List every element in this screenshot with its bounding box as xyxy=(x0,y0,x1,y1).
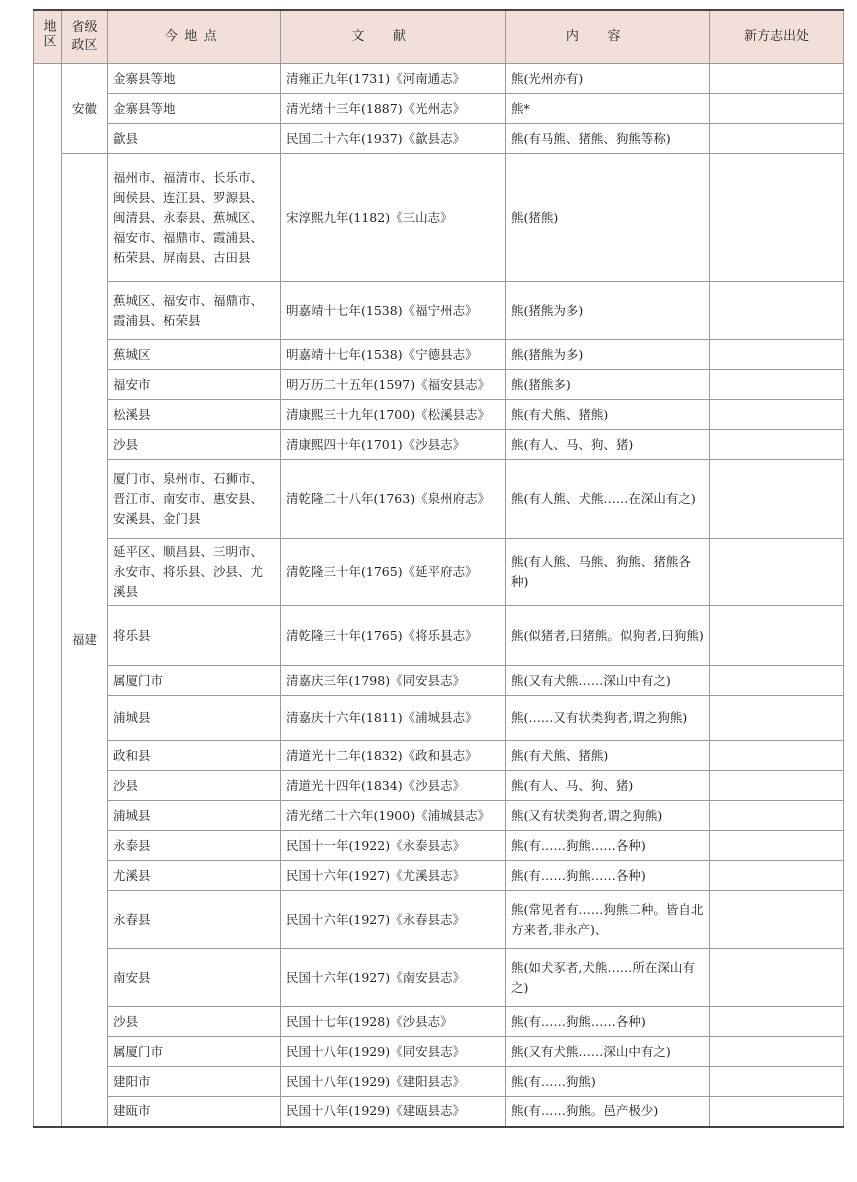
source-cell: 明嘉靖十七年(1538)《福宁州志》 xyxy=(281,282,506,340)
header-source: 文献 xyxy=(281,10,506,64)
source-cell: 清道光十二年(1832)《政和县志》 xyxy=(281,741,506,771)
new-gazetteer-cell xyxy=(710,64,844,94)
source-cell: 民国十六年(1927)《尤溪县志》 xyxy=(281,861,506,891)
table-row xyxy=(34,460,844,539)
table-row xyxy=(34,282,844,340)
new-gazetteer-cell xyxy=(710,891,844,949)
new-gazetteer-cell xyxy=(710,949,844,1007)
content-cell: 熊(有……狗熊) xyxy=(506,1067,710,1097)
content-cell: 熊(有犬熊、猪熊) xyxy=(506,400,710,430)
table-row xyxy=(34,1067,844,1097)
new-gazetteer-cell xyxy=(710,741,844,771)
place-cell: 沙县 xyxy=(108,1007,281,1037)
table-row xyxy=(34,831,844,861)
place-cell: 南安县 xyxy=(108,949,281,1007)
header-new-gazetteer: 新方志出处 xyxy=(710,10,844,64)
place-cell: 将乐县 xyxy=(108,606,281,666)
place-cell: 金寨县等地 xyxy=(108,64,281,94)
place-cell: 延平区、顺昌县、三明市、永安市、将乐县、沙县、尤溪县 xyxy=(108,539,281,606)
source-cell: 清康熙四十年(1701)《沙县志》 xyxy=(281,430,506,460)
content-cell: 熊(常见者有……狗熊二种。皆自北方来者,非永产)、 xyxy=(506,891,710,949)
content-cell: 熊(猪熊为多) xyxy=(506,282,710,340)
source-cell: 清道光十四年(1834)《沙县志》 xyxy=(281,771,506,801)
new-gazetteer-cell xyxy=(710,370,844,400)
new-gazetteer-cell xyxy=(710,430,844,460)
header-province: 省级 政区 xyxy=(62,10,108,64)
source-cell: 清乾隆三十年(1765)《将乐县志》 xyxy=(281,606,506,666)
place-cell: 政和县 xyxy=(108,741,281,771)
table-row xyxy=(34,1097,844,1127)
table-row xyxy=(34,861,844,891)
source-cell: 民国二十六年(1937)《歙县志》 xyxy=(281,124,506,154)
new-gazetteer-cell xyxy=(710,696,844,741)
content-cell: 熊(有……狗熊……各种) xyxy=(506,1007,710,1037)
header-row xyxy=(34,10,844,64)
content-cell: 熊(猪熊为多) xyxy=(506,340,710,370)
new-gazetteer-cell xyxy=(710,1097,844,1127)
place-cell: 浦城县 xyxy=(108,801,281,831)
place-cell: 蕉城区 xyxy=(108,340,281,370)
region-cell xyxy=(34,64,62,1127)
content-cell: 熊(有……狗熊。邑产极少) xyxy=(506,1097,710,1127)
new-gazetteer-cell xyxy=(710,400,844,430)
province-cell: 福建 xyxy=(62,154,108,1127)
content-cell: 熊(有马熊、猪熊、狗熊等称) xyxy=(506,124,710,154)
content-cell: 熊(又有犬熊……深山中有之) xyxy=(506,666,710,696)
new-gazetteer-cell xyxy=(710,1007,844,1037)
content-cell: 熊(有……狗熊……各种) xyxy=(506,861,710,891)
new-gazetteer-cell xyxy=(710,282,844,340)
new-gazetteer-cell xyxy=(710,340,844,370)
place-cell: 厦门市、泉州市、石狮市、晋江市、南安市、惠安县、安溪县、金门县 xyxy=(108,460,281,539)
content-cell: 熊(有人熊、马熊、狗熊、猪熊各种) xyxy=(506,539,710,606)
content-cell: 熊* xyxy=(506,94,710,124)
table-row xyxy=(34,771,844,801)
place-cell: 尤溪县 xyxy=(108,861,281,891)
new-gazetteer-cell xyxy=(710,460,844,539)
header-place: 今地点 xyxy=(108,10,281,64)
source-cell: 民国十八年(1929)《建瓯县志》 xyxy=(281,1097,506,1127)
source-cell: 清嘉庆十六年(1811)《浦城县志》 xyxy=(281,696,506,741)
place-cell: 建阳市 xyxy=(108,1067,281,1097)
source-cell: 民国十六年(1927)《南安县志》 xyxy=(281,949,506,1007)
place-cell: 属厦门市 xyxy=(108,1037,281,1067)
table-row xyxy=(34,801,844,831)
source-cell: 清嘉庆三年(1798)《同安县志》 xyxy=(281,666,506,696)
table-row xyxy=(34,1037,844,1067)
table-row xyxy=(34,94,844,124)
source-cell: 清雍正九年(1731)《河南通志》 xyxy=(281,64,506,94)
source-cell: 民国十七年(1928)《沙县志》 xyxy=(281,1007,506,1037)
place-cell: 蕉城区、福安市、福鼎市、霞浦县、柘荣县 xyxy=(108,282,281,340)
table-body xyxy=(34,64,844,1127)
content-cell: 熊(有人、马、狗、猪) xyxy=(506,430,710,460)
table-row xyxy=(34,606,844,666)
source-cell: 宋淳熙九年(1182)《三山志》 xyxy=(281,154,506,282)
content-cell: 熊(有犬熊、猪熊) xyxy=(506,741,710,771)
table-row xyxy=(34,1007,844,1037)
source-cell: 清光绪十三年(1887)《光州志》 xyxy=(281,94,506,124)
new-gazetteer-cell xyxy=(710,1037,844,1067)
new-gazetteer-cell xyxy=(710,801,844,831)
content-cell: 熊(似猪者,曰猪熊。似狗者,曰狗熊) xyxy=(506,606,710,666)
table-row xyxy=(34,430,844,460)
place-cell: 歙县 xyxy=(108,124,281,154)
new-gazetteer-cell xyxy=(710,861,844,891)
content-cell: 熊(有人、马、狗、猪) xyxy=(506,771,710,801)
source-cell: 清康熙三十九年(1700)《松溪县志》 xyxy=(281,400,506,430)
place-cell: 福州市、福清市、长乐市、闽侯县、连江县、罗源县、闽清县、永泰县、蕉城区、福安市、福鼎市、霞浦县、柘荣县、屏南县、古田县 xyxy=(108,154,281,282)
new-gazetteer-cell xyxy=(710,539,844,606)
place-cell: 金寨县等地 xyxy=(108,94,281,124)
new-gazetteer-cell xyxy=(710,124,844,154)
table-row xyxy=(34,696,844,741)
table-row xyxy=(34,539,844,606)
place-cell: 沙县 xyxy=(108,771,281,801)
content-cell: 熊(猪熊多) xyxy=(506,370,710,400)
place-cell: 属厦门市 xyxy=(108,666,281,696)
content-cell: 熊(有人熊、犬熊……在深山有之) xyxy=(506,460,710,539)
new-gazetteer-cell xyxy=(710,154,844,282)
table-row xyxy=(34,370,844,400)
header-content: 内容 xyxy=(506,10,710,64)
source-cell: 民国十八年(1929)《建阳县志》 xyxy=(281,1067,506,1097)
content-cell: 熊(如犬豕者,犬熊……所在深山有之) xyxy=(506,949,710,1007)
source-cell: 清光绪二十六年(1900)《浦城县志》 xyxy=(281,801,506,831)
content-cell: 熊(光州亦有) xyxy=(506,64,710,94)
place-cell: 永春县 xyxy=(108,891,281,949)
place-cell: 浦城县 xyxy=(108,696,281,741)
table-row xyxy=(34,891,844,949)
table-row xyxy=(34,340,844,370)
place-cell: 建瓯市 xyxy=(108,1097,281,1127)
table-row xyxy=(34,154,844,282)
new-gazetteer-cell xyxy=(710,831,844,861)
table-row xyxy=(34,64,844,94)
source-cell: 民国十六年(1927)《永春县志》 xyxy=(281,891,506,949)
place-cell: 永泰县 xyxy=(108,831,281,861)
new-gazetteer-cell xyxy=(710,771,844,801)
header-region-label: 地区 xyxy=(40,19,56,49)
table-row xyxy=(34,666,844,696)
gazetteer-table xyxy=(33,9,844,1128)
header-region xyxy=(34,10,62,64)
content-cell: 熊(又有犬熊……深山中有之) xyxy=(506,1037,710,1067)
new-gazetteer-cell xyxy=(710,666,844,696)
place-cell: 松溪县 xyxy=(108,400,281,430)
source-cell: 清乾隆二十八年(1763)《泉州府志》 xyxy=(281,460,506,539)
new-gazetteer-cell xyxy=(710,94,844,124)
province-cell: 安徽 xyxy=(62,64,108,154)
content-cell: 熊(……又有状类狗者,谓之狗熊) xyxy=(506,696,710,741)
source-cell: 明万历二十五年(1597)《福安县志》 xyxy=(281,370,506,400)
table-row xyxy=(34,949,844,1007)
table-row xyxy=(34,400,844,430)
source-cell: 民国十一年(1922)《永泰县志》 xyxy=(281,831,506,861)
new-gazetteer-cell xyxy=(710,1067,844,1097)
content-cell: 熊(又有状类狗者,谓之狗熊) xyxy=(506,801,710,831)
table-row xyxy=(34,741,844,771)
new-gazetteer-cell xyxy=(710,606,844,666)
source-cell: 清乾隆三十年(1765)《延平府志》 xyxy=(281,539,506,606)
table-row xyxy=(34,124,844,154)
source-cell: 民国十八年(1929)《同安县志》 xyxy=(281,1037,506,1067)
place-cell: 福安市 xyxy=(108,370,281,400)
source-cell: 明嘉靖十七年(1538)《宁德县志》 xyxy=(281,340,506,370)
content-cell: 熊(猪熊) xyxy=(506,154,710,282)
place-cell: 沙县 xyxy=(108,430,281,460)
content-cell: 熊(有……狗熊……各种) xyxy=(506,831,710,861)
